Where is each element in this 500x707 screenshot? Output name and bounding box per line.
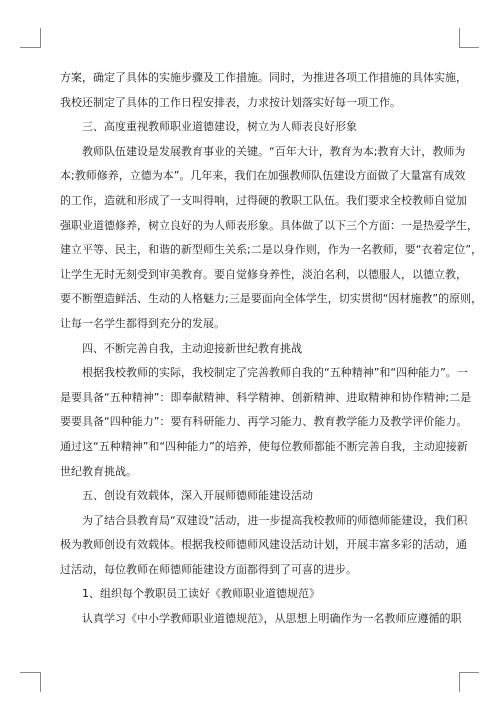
text-line: 强职业道德修养，树立良好的为人师表形象。具体做了以下三个方面：一是热爱学生， bbox=[60, 218, 478, 232]
text-line: 三、高度重视教师职业道德建设，树立为人师表良好形象 bbox=[82, 120, 357, 134]
crop-mark-top-left bbox=[40, 28, 41, 48]
crop-mark-bottom-right bbox=[459, 672, 479, 673]
text-line: 让每一名学生都得到充分的发展。 bbox=[60, 316, 225, 330]
text-line: 建立平等、民主，和谐的新型师生关系;二是以身作则，作为一名教师，要“衣着定位”， bbox=[60, 243, 483, 257]
text-line: 本;教师修养，立德为本”。几年来，我们在加强教师队伍建设方面做了大量富有成效 bbox=[60, 169, 466, 183]
body-text bbox=[60, 66, 483, 632]
text-line: 我校还制定了具体的工作日程安排表，力求按计划落实好每一项工作。 bbox=[60, 95, 401, 109]
text-line: 世纪教育挑战。 bbox=[60, 464, 137, 478]
text-line: 根据我校教师的实际，我校制定了完善教师自我的“五种精神”和“四种能力”。一 bbox=[82, 366, 468, 380]
crop-mark-bottom-left bbox=[20, 672, 40, 673]
crop-mark-top-left bbox=[20, 47, 40, 48]
crop-mark-bottom-left bbox=[40, 672, 41, 692]
crop-mark-bottom-right bbox=[459, 672, 460, 692]
text-line: 是要具备“五种精神”：即奉献精神、科学精神、创新精神、进取精神和协作精神;二是 bbox=[60, 390, 472, 404]
text-line: 教师队伍建设是发展教育事业的关键。“百年大计，教育为本;教育大计，教师为 bbox=[82, 144, 466, 158]
text-line: 极为教师创设有效载体。根据我校师德师风建设活动计划，开展丰富多彩的活动，通 bbox=[60, 538, 467, 552]
crop-mark-top-right bbox=[459, 28, 460, 48]
text-line: 四、不断完善自我，主动迎接新世纪教育挑战 bbox=[82, 341, 302, 355]
text-line: 五、创设有效载体，深入开展师德师能建设活动 bbox=[82, 489, 313, 503]
text-line: 过活动，每位教师在师德师能建设方面都得到了可喜的进步。 bbox=[60, 562, 357, 576]
text-line: 为了结合县教育局“双建设”活动，进一步提高我校教师的师德师能建设，我们积 bbox=[82, 513, 468, 527]
text-line: 1、组织每个教职员工读好《教师职业道德规范》 bbox=[82, 587, 320, 601]
text-line: 让学生无时无刻受到审美教育。要自觉修身养性，淡泊名利，以德服人，以德立教， bbox=[60, 267, 467, 281]
text-line: 通过这“五种精神”和“四种能力”的培养，使每位教师都能不断完善自我，主动迎接新 bbox=[60, 439, 468, 453]
text-line: 认真学习《中小学教师职业道德规范》，从思想上明确作为一名教师应遵循的职 bbox=[82, 612, 462, 626]
crop-mark-top-right bbox=[459, 47, 479, 48]
text-line: 要不断塑造鲜活、生动的人格魅力;三是要面向全体学生，切实贯彻“因材施教”的原则， bbox=[60, 292, 483, 306]
text-line: 的工作，造就和形成了一支叫得响，过得硬的教职工队伍。我们要求全校教师自觉加 bbox=[60, 193, 467, 207]
text-line: 要要具备“四种能力”：要有科研能力、再学习能力、教育教学能力及教学评价能力。 bbox=[60, 415, 468, 429]
text-line: 方案，确定了具体的实施步骤及工作措施。同时，为推进各项工作措施的具体实施， bbox=[60, 71, 467, 84]
